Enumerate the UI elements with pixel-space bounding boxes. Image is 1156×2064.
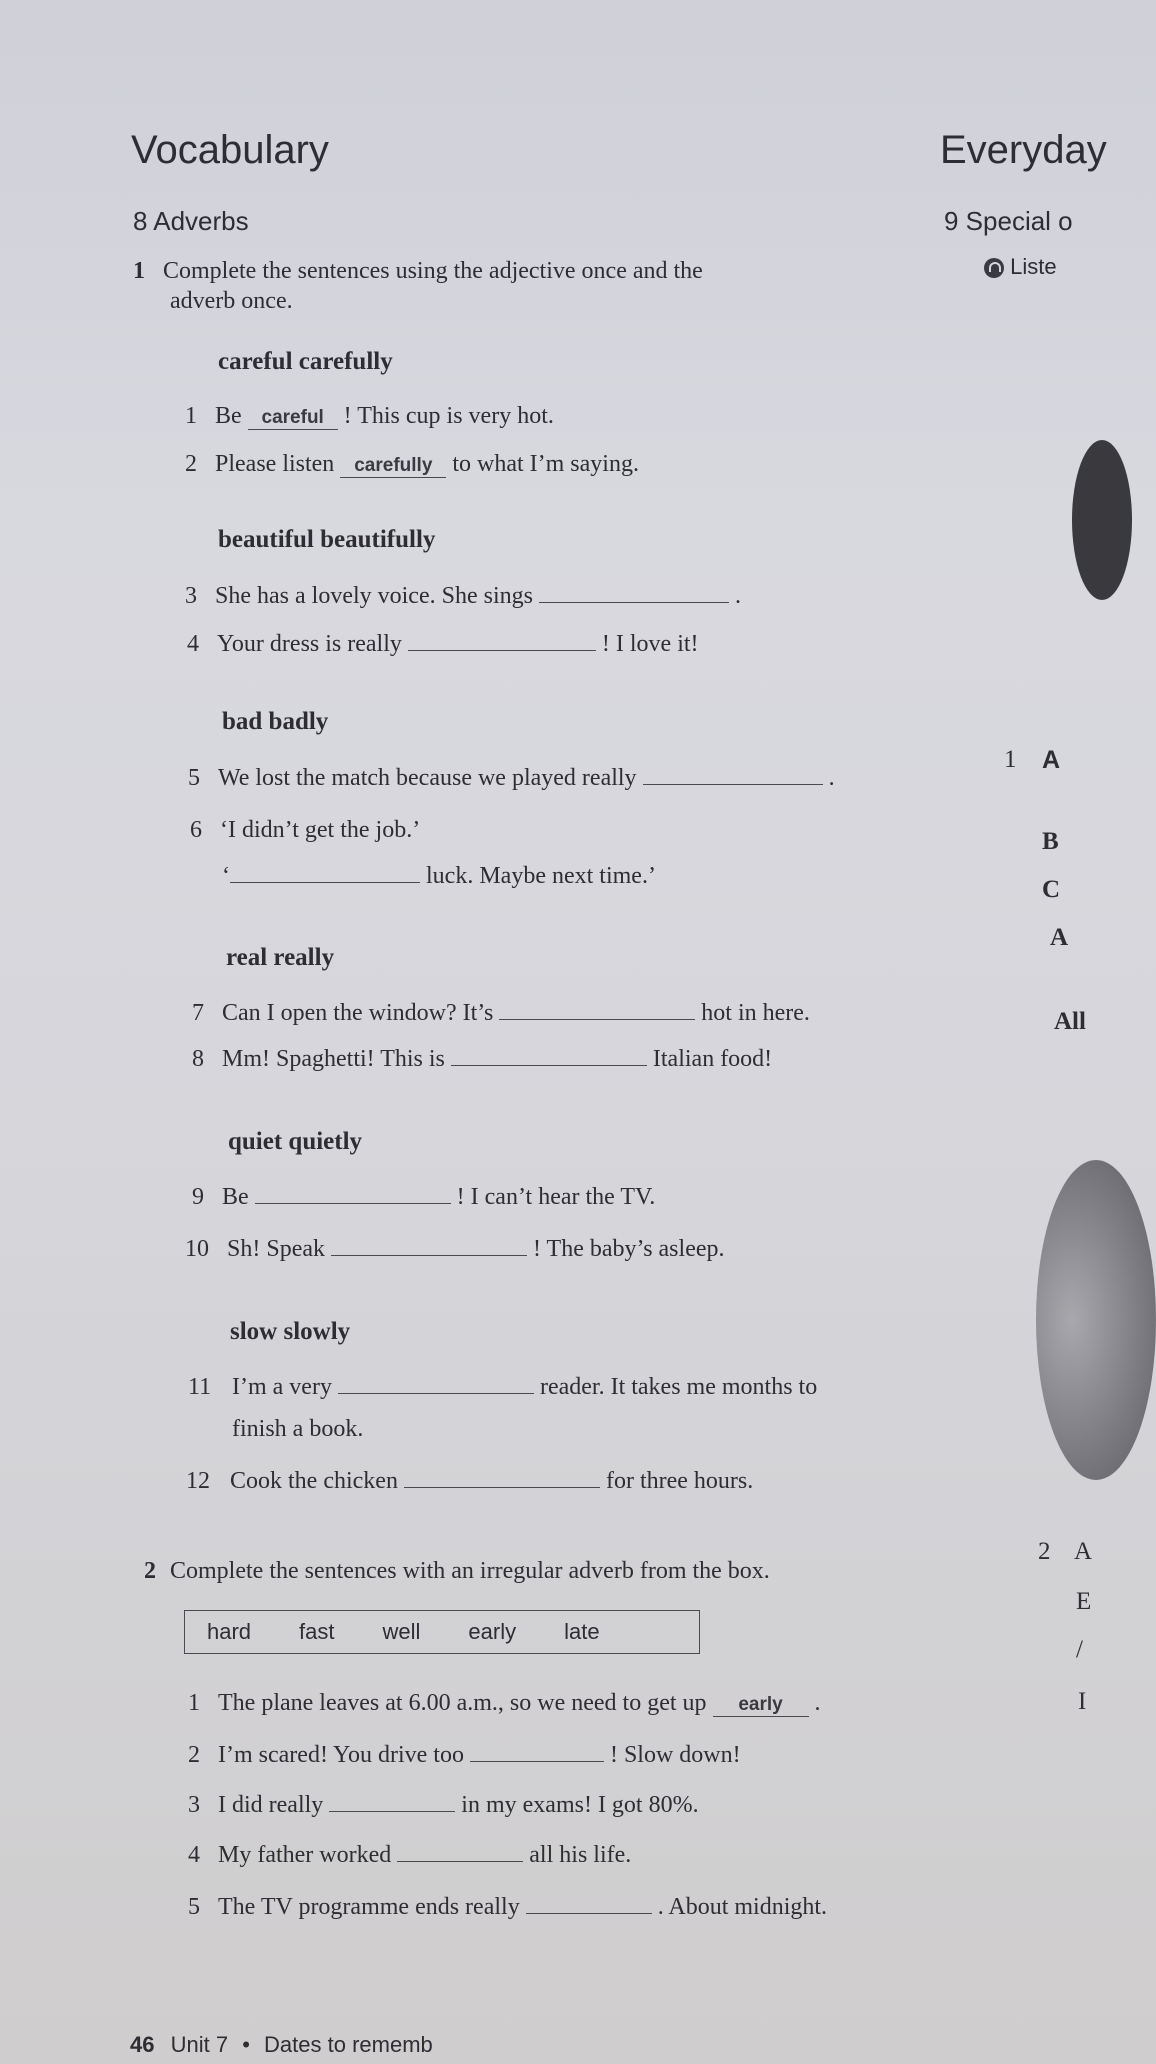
exercise-item: 12 Cook the chicken for three hours.	[186, 1468, 754, 1494]
photo-fragment	[1072, 440, 1132, 600]
exercise-item: 11 I’m a very reader. It takes me months to	[188, 1374, 818, 1400]
exercise-item: 3 She has a lovely voice. She sings .	[185, 583, 741, 609]
word-pair: real really	[226, 944, 335, 971]
answer-blank[interactable]	[539, 602, 729, 603]
answer-blank[interactable]: careful	[248, 407, 338, 430]
word-box	[184, 1610, 700, 1654]
exercise-item: 5 The TV programme ends really . About midnight.	[188, 1894, 828, 1920]
exercise-1-instruction: 1 Complete the sentences using the adjective once and the	[133, 258, 703, 284]
exercise-item: 4 My father worked all his life.	[188, 1842, 632, 1868]
answer-blank[interactable]	[331, 1255, 527, 1256]
right-mark: 2	[1038, 1538, 1051, 1565]
exercise-item: ‘ luck. Maybe next time.’	[222, 863, 656, 889]
word-pair: bad badly	[222, 708, 329, 735]
photo-fragment	[1036, 1160, 1156, 1480]
answer-blank[interactable]	[499, 1019, 695, 1020]
answer-blank[interactable]	[408, 650, 596, 651]
listen-label: Liste	[984, 254, 1057, 280]
exercise-item: 4 Your dress is really ! I love it!	[187, 631, 699, 657]
right-mark: I	[1078, 1688, 1087, 1715]
headphones-icon	[984, 258, 1004, 278]
exercise-item: 3 I did really in my exams! I got 80%.	[188, 1792, 699, 1818]
footer-bullet: •	[242, 2032, 250, 2057]
exercise-item: 2 Please listen carefully to what I’m saying.	[185, 451, 639, 477]
subsection-title-special: 9 Special o	[944, 206, 1073, 236]
word-pair: slow slowly	[230, 1318, 351, 1345]
section-heading-everyday: Everyday	[940, 128, 1107, 172]
right-mark: A	[1042, 746, 1061, 774]
answer-blank[interactable]	[404, 1487, 600, 1488]
exercise-2-instruction: 2 Complete the sentences with an irregular adverb from the box.	[144, 1558, 770, 1584]
exercise-1-instruction-line2: adverb once.	[170, 288, 293, 314]
word-pair: careful carefully	[218, 348, 393, 375]
footer	[130, 2032, 433, 2058]
box-word: hard	[207, 1619, 252, 1644]
exercise-item: 1 The plane leaves at 6.00 a.m., so we need to get up early .	[188, 1690, 821, 1716]
exercise-item: 2 I’m scared! You drive too ! Slow down!	[188, 1742, 741, 1768]
answer-blank[interactable]	[451, 1065, 647, 1066]
exercise-item: 7 Can I open the window? It’s hot in here.	[192, 1000, 810, 1026]
section-heading-vocabulary: Vocabulary	[131, 128, 329, 172]
exercise-item: 10 Sh! Speak ! The baby’s asleep.	[185, 1236, 725, 1262]
answer-blank[interactable]	[230, 882, 420, 883]
box-word: early	[468, 1619, 517, 1644]
right-mark: /	[1076, 1636, 1083, 1663]
page-number: 46	[130, 2032, 155, 2057]
unit-label: Unit 7	[170, 2032, 229, 2057]
right-mark: A	[1050, 924, 1069, 951]
answer-blank[interactable]	[470, 1761, 604, 1762]
box-word: late	[564, 1619, 600, 1644]
answer-blank[interactable]: early	[713, 1694, 809, 1717]
word-pair: quiet quietly	[228, 1128, 363, 1155]
exercise-item: 9 Be ! I can’t hear the TV.	[192, 1184, 656, 1210]
right-mark: C	[1042, 876, 1061, 903]
exercise-item: 8 Mm! Spaghetti! This is Italian food!	[192, 1046, 773, 1072]
exercise-item: 5 We lost the match because we played really .	[188, 765, 835, 791]
right-mark: B	[1042, 828, 1059, 855]
right-mark: 1	[1004, 746, 1017, 773]
right-mark: E	[1076, 1588, 1092, 1615]
exercise-item: finish a book.	[232, 1416, 364, 1442]
box-word: fast	[299, 1619, 335, 1644]
word-pair: beautiful beautifully	[218, 526, 436, 553]
answer-blank[interactable]	[255, 1203, 451, 1204]
subsection-title-adverbs: 8 Adverbs	[133, 206, 249, 236]
exercise-item: 1 Be careful ! This cup is very hot.	[185, 403, 554, 429]
answer-blank[interactable]	[643, 784, 823, 785]
unit-title: Dates to rememb	[264, 2032, 433, 2057]
exercise-item: 6 ‘I didn’t get the job.’	[190, 817, 421, 843]
answer-blank[interactable]	[526, 1913, 652, 1914]
answer-blank[interactable]	[397, 1861, 523, 1862]
answer-blank[interactable]	[329, 1811, 455, 1812]
answer-blank[interactable]: carefully	[340, 455, 446, 478]
box-word: well	[382, 1619, 421, 1644]
right-mark: A	[1074, 1538, 1093, 1565]
right-mark: All	[1054, 1008, 1086, 1035]
answer-blank[interactable]	[338, 1393, 534, 1394]
